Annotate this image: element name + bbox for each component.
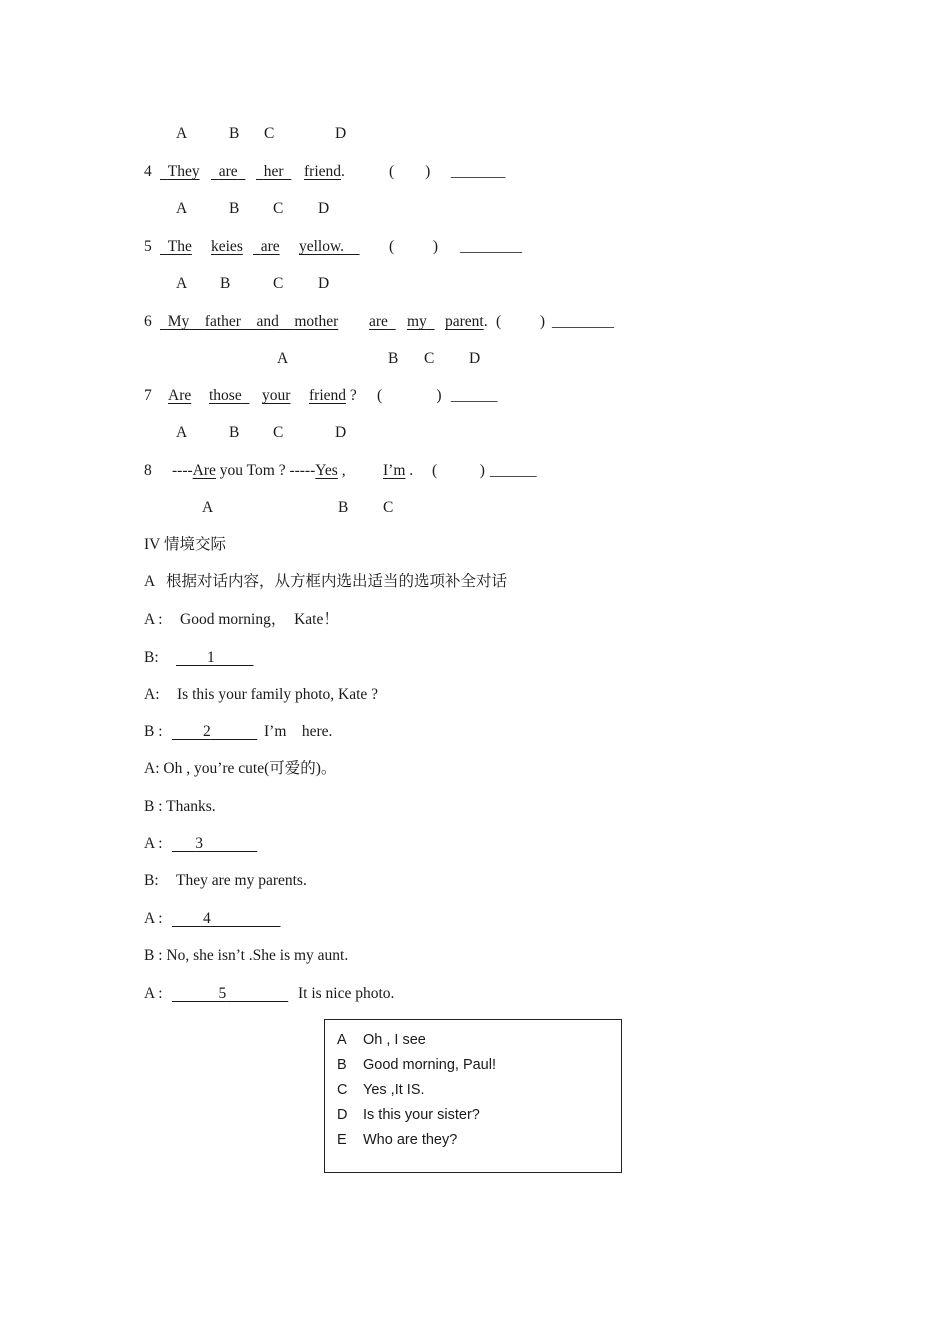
q7-word-c: your	[262, 387, 291, 404]
q4-word-c: her	[263, 163, 284, 180]
q6-letter-d: D	[469, 350, 481, 367]
q7-word-d: friend ?	[309, 387, 357, 404]
dialogue-speaker: B:	[144, 649, 159, 666]
q4-answer-paren: ( )	[389, 163, 431, 180]
q8-letter-c: C	[383, 499, 394, 516]
q4-word-d: friend.	[304, 163, 345, 180]
q7-letter-d: D	[335, 424, 347, 441]
q3-letter-c: C	[264, 125, 275, 142]
dialogue-line: Good morning， Kate！	[180, 611, 339, 628]
q4-letter-d: D	[318, 200, 330, 217]
dialogue-speaker: A :	[144, 985, 163, 1002]
q6-word-my2: my	[407, 313, 427, 330]
q7-answer-paren: ( )	[377, 387, 442, 404]
q4-letter-b: B	[229, 200, 240, 217]
q5-letter-d: D	[318, 275, 330, 292]
q6-word-my: My father and mother	[167, 313, 339, 330]
q5-letter-a: A	[176, 275, 188, 292]
q4-word-b: are	[218, 163, 238, 180]
option-d: D Is this your sister?	[337, 1107, 480, 1123]
q4-word-a: They	[167, 163, 200, 180]
dialogue-line: B : Thanks.	[144, 798, 216, 815]
dialogue-blank-5: 5	[218, 985, 227, 1002]
option-e: E Who are they?	[337, 1132, 458, 1148]
q5-number: 5	[144, 238, 152, 255]
q8-answer-blank: ______	[490, 462, 537, 479]
option-b: B Good morning, Paul!	[337, 1057, 496, 1073]
q4-letter-a: A	[176, 200, 188, 217]
q5-answer-paren: ( )	[389, 238, 439, 255]
q3-letter-b: B	[229, 125, 240, 142]
q7-word-b: those	[209, 387, 242, 404]
dialogue-speaker: A :	[144, 611, 163, 628]
dialogue-blank-1: 1	[207, 649, 215, 666]
q5-letter-b: B	[220, 275, 231, 292]
q8-answer-paren: ( )	[432, 462, 485, 479]
options-box	[324, 1019, 622, 1173]
q5-word-a: The	[167, 238, 192, 255]
q4-number: 4	[144, 163, 152, 180]
q7-letter-a: A	[176, 424, 188, 441]
dialogue-speaker: A:	[144, 686, 160, 703]
q3-letter-d: D	[335, 125, 347, 142]
dialogue-line: Is this your family photo, Kate ?	[177, 686, 379, 703]
q6-word-are: are	[369, 313, 388, 330]
q8-number: 8	[144, 462, 152, 479]
q6-number: 6	[144, 313, 152, 330]
dialogue-speaker: B:	[144, 872, 159, 889]
dialogue-blank-4: 4	[203, 910, 211, 927]
dialogue-blank-2: 2	[203, 723, 211, 740]
q6-answer-blank: ________	[552, 313, 614, 330]
q5-word-d: yellow.	[299, 238, 345, 255]
q4-letter-c: C	[273, 200, 284, 217]
q5-word-b: keies	[211, 238, 243, 255]
q6-letter-a: A	[277, 350, 289, 367]
dialogue-line: B : No, she isn’t .She is my aunt.	[144, 947, 349, 964]
q6-letter-c: C	[424, 350, 435, 367]
q6-letter-b: B	[388, 350, 399, 367]
q5-letter-c: C	[273, 275, 284, 292]
q8-word-c: I’m .	[383, 462, 414, 479]
q6-answer-paren: ( )	[496, 313, 546, 330]
option-a: A Oh , I see	[337, 1032, 426, 1048]
q5-answer-blank: ________	[460, 238, 522, 255]
dialogue-speaker: A :	[144, 910, 163, 927]
q3-letter-a: A	[176, 125, 188, 142]
dialogue-speaker: B :	[144, 723, 163, 740]
q7-letter-b: B	[229, 424, 240, 441]
q4-answer-blank: _______	[451, 163, 506, 180]
dialogue-line: I’m here.	[264, 723, 333, 740]
dialogue-speaker: A :	[144, 835, 163, 852]
q7-letter-c: C	[273, 424, 284, 441]
dialogue-line: They are my parents.	[176, 872, 307, 889]
option-c: C Yes ,It IS.	[337, 1082, 425, 1098]
q8-letter-a: A	[202, 499, 214, 516]
q8-sentence: ----Are you Tom ? -----Yes ,	[172, 462, 346, 479]
dialogue-line: A: Oh , you’re cute(可爱的)。	[144, 760, 337, 777]
section-title: IV 情境交际	[144, 536, 226, 553]
q7-word-a: Are	[168, 387, 192, 404]
q8-letter-b: B	[338, 499, 349, 516]
q7-number: 7	[144, 387, 152, 404]
q7-answer-blank: ______	[451, 387, 498, 404]
dialogue-line: It is nice photo.	[298, 985, 395, 1002]
section-instruction: A 根据对话内容，从方框内选出适当的选项补全对话	[144, 573, 507, 590]
dialogue-blank-3: 3	[195, 835, 203, 852]
q5-word-c: are	[260, 238, 280, 255]
q6-word-parent: parent.	[445, 313, 488, 330]
